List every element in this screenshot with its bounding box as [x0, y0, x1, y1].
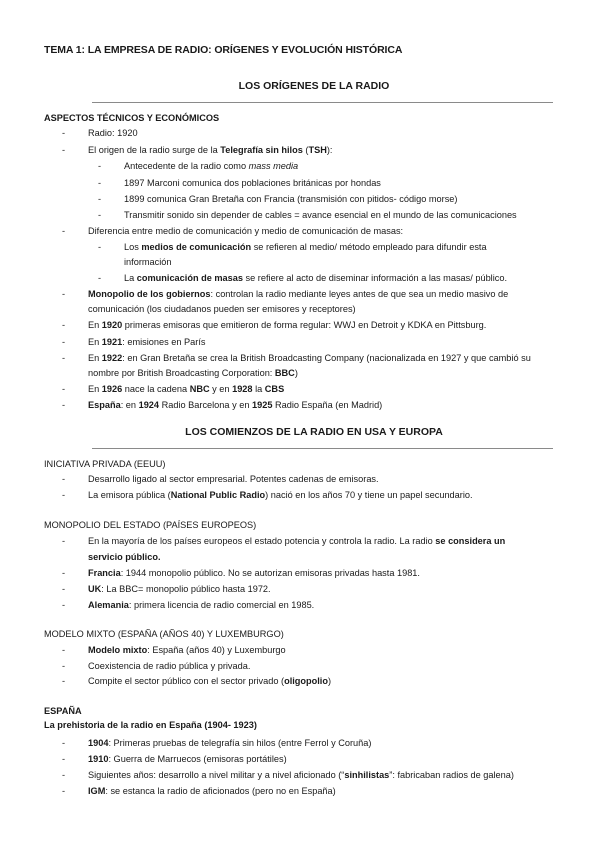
list-item: - En 1920 primeras emisoras que emitieron de forma regular: WWJ en Detroit y KDKA en Pittsburg. [62, 320, 487, 330]
list-item: - Francia: 1944 monopolio público. No se autorizan emisoras privadas hasta 1981. [62, 568, 420, 578]
subheading-prehistory: La prehistoria de la radio en España (1904- 1923) [44, 720, 257, 730]
list-item: - Radio: 1920 [62, 128, 138, 138]
list-item: - Diferencia entre medio de comunicación y medio de comunicación de masas: [62, 226, 404, 236]
heading-technical-economic: ASPECTOS TÉCNICOS Y ECONÓMICOS [44, 113, 220, 123]
list-item-continuation: comunicación (los ciudadanos pueden ser emisores y receptores) [88, 304, 356, 314]
list-item: - 1904: Primeras pruebas de telegrafía sin hilos (entre Ferrol y Coruña) [62, 738, 372, 748]
heading-state-monopoly: MONOPOLIO DEL ESTADO (PAÍSES EUROPEOS) [44, 520, 257, 530]
list-item: - Modelo mixto: España (años 40) y Luxemburgo [62, 645, 286, 655]
list-item: - 1899 comunica Gran Bretaña con Francia (transmisión con pitidos- código morse) [98, 194, 458, 204]
list-item-continuation: información [124, 257, 172, 267]
list-item: - Alemania: primera licencia de radio comercial en 1985. [62, 600, 315, 610]
list-item: - En la mayoría de los países europeos el estado potencia y controla la radio. La radio se considera un [62, 536, 506, 546]
section-title-usa-europe: LOS COMIENZOS DE LA RADIO EN USA Y EUROPA [185, 426, 443, 438]
list-item: - Los medios de comunicación se refieren al medio/ método empleado para difundir esta [98, 242, 487, 252]
list-item: - Coexistencia de radio pública y privada. [62, 661, 251, 671]
list-item: - Antecedente de la radio como mass media [98, 161, 299, 171]
list-item: - España: en 1924 Radio Barcelona y en 1925 Radio España (en Madrid) [62, 400, 383, 410]
list-item-continuation: servicio público. [88, 552, 161, 562]
list-item: - Compite el sector público con el sector privado (oligopolio) [62, 676, 332, 686]
list-item: - En 1921: emisiones en París [62, 337, 206, 347]
list-item: - IGM: se estanca la radio de aficionados (pero no en España) [62, 786, 336, 796]
list-item: - Desarrollo ligado al sector empresarial. Potentes cadenas de emisoras. [62, 474, 379, 484]
list-item: - Monopolio de los gobiernos: controlan la radio mediante leyes antes de que sea un medio masivo de [62, 289, 509, 299]
document-title: TEMA 1: LA EMPRESA DE RADIO: ORÍGENES Y EVOLUCIÓN HISTÓRICA [44, 44, 403, 56]
section-rule [92, 448, 553, 449]
heading-spain: ESPAÑA [44, 706, 82, 716]
list-item-continuation: nombre por British Broadcasting Corporation: BBC) [88, 368, 298, 378]
list-item: - Siguientes años: desarrollo a nivel militar y a nivel aficionado (“sinhilistas”: fabricaban radios de galena) [62, 770, 514, 780]
section-rule [92, 102, 553, 103]
list-item: - La comunicación de masas se refiere al acto de diseminar información a las masas/ público. [98, 273, 508, 283]
section-title-origins: LOS ORÍGENES DE LA RADIO [238, 80, 390, 92]
list-item: - UK: La BBC= monopolio público hasta 1972. [62, 584, 271, 594]
list-item: - En 1926 nace la cadena NBC y en 1928 la CBS [62, 384, 285, 394]
list-item: - Transmitir sonido sin depender de cables = avance esencial en el mundo de las comunicaciones [98, 210, 517, 220]
list-item: - En 1922: en Gran Bretaña se crea la British Broadcasting Company (nacionalizada en 1927 y que cambió su [62, 353, 531, 363]
heading-mixed-model: MODELO MIXTO (ESPAÑA (AÑOS 40) Y LUXEMBURGO) [44, 629, 284, 639]
list-item: - La emisora pública (National Public Radio) nació en los años 70 y tiene un papel secundario. [62, 490, 473, 500]
list-item: - El origen de la radio surge de la Telegrafía sin hilos (TSH): [62, 145, 333, 155]
list-item: - 1910: Guerra de Marruecos (emisoras portátiles) [62, 754, 287, 764]
heading-private: INICIATIVA PRIVADA (EEUU) [44, 459, 166, 469]
list-item: - 1897 Marconi comunica dos poblaciones británicas por hondas [98, 178, 381, 188]
